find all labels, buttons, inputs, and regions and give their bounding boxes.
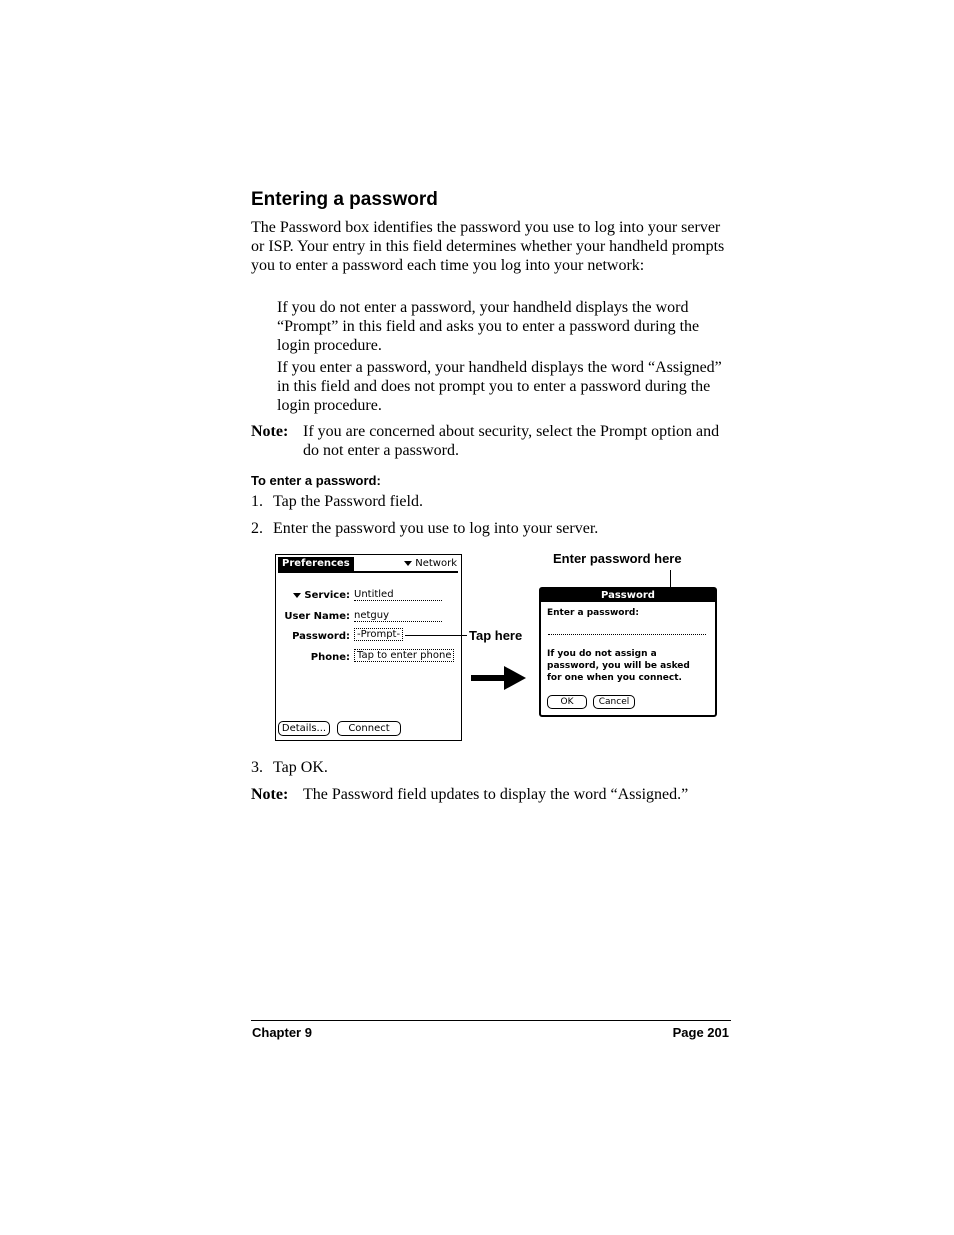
- ok-button[interactable]: OK: [547, 695, 587, 709]
- step-text: Tap OK.: [273, 759, 328, 776]
- bullet-no-password: If you do not enter a password, your handheld displays the word “Prompt” in this field and asks you to enter a password during the login procedure.: [277, 299, 700, 354]
- note-label: Note:: [251, 423, 289, 440]
- username-label: User Name:: [284, 611, 350, 622]
- step-number: 1.: [251, 493, 263, 510]
- phone-field[interactable]: Tap to enter phone: [354, 650, 454, 661]
- note-assigned: [251, 785, 731, 805]
- step-number: 3.: [251, 759, 263, 776]
- password-entry-field[interactable]: [548, 633, 706, 635]
- step-number: 2.: [251, 520, 263, 537]
- preferences-title: Preferences: [278, 557, 354, 571]
- section-heading: Entering a password: [251, 189, 438, 210]
- details-button[interactable]: Details...: [278, 721, 330, 736]
- title-underline: [278, 571, 458, 573]
- dropdown-triangle-icon: [293, 593, 301, 598]
- note-text: The Password field updates to display the word “Assigned.”: [303, 786, 689, 803]
- note-label: Note:: [251, 786, 289, 803]
- tap-here-callout: Tap here: [469, 628, 523, 643]
- tap-here-leader-line: [405, 635, 467, 636]
- note-text: If you are concerned about security, select the Prompt option and do not enter a password.: [303, 423, 720, 459]
- password-label: Password:: [292, 631, 350, 642]
- note-security: [251, 422, 731, 462]
- step-text: Tap the Password field.: [273, 493, 423, 510]
- intro-paragraph: The Password box identifies the password you use to log into your server or ISP. Your entry in this field determines whether your handheld prompts you to enter a password each time you log into your network:: [251, 219, 725, 274]
- phone-label: Phone:: [310, 652, 350, 663]
- footer-rule: [251, 1020, 731, 1021]
- dialog-title: Password: [541, 589, 715, 602]
- right-arrow-icon: [471, 665, 527, 691]
- category-picker[interactable]: [404, 558, 457, 570]
- service-value[interactable]: Untitled: [354, 589, 442, 601]
- password-field[interactable]: -Prompt-: [354, 629, 403, 640]
- category-label: Network: [415, 558, 457, 569]
- cancel-button[interactable]: Cancel: [593, 695, 635, 709]
- password-dialog: [539, 587, 717, 717]
- username-value[interactable]: netguy: [354, 610, 442, 622]
- connect-button[interactable]: Connect: [337, 721, 401, 736]
- dialog-info-text: If you do not assign a password, you will be asked for one when you connect.: [547, 649, 690, 683]
- footer-page: Page 201: [672, 1025, 729, 1040]
- preferences-screen: [275, 554, 462, 741]
- dropdown-triangle-icon: [404, 561, 412, 566]
- footer-chapter: Chapter 9: [252, 1025, 312, 1040]
- dialog-prompt: Enter a password:: [547, 608, 639, 618]
- enter-password-callout: Enter password here: [553, 551, 682, 566]
- step-text: Enter the password you use to log into your server.: [273, 520, 599, 537]
- procedure-title: To enter a password:: [251, 473, 381, 488]
- bullet-with-password: If you enter a password, your handheld displays the word “Assigned” in this field and does not prompt you to enter a password during the login procedure.: [277, 359, 722, 414]
- service-label: Service:: [276, 590, 350, 601]
